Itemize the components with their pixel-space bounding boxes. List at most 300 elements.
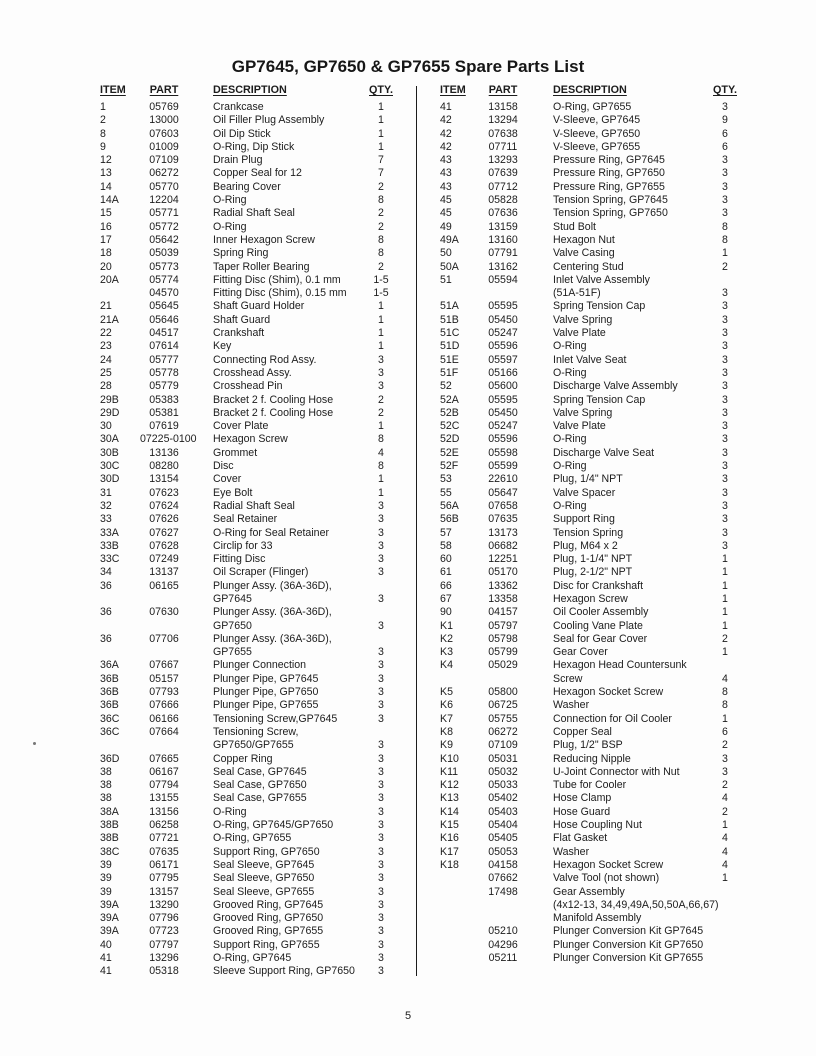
cell-description: Fitting Disc (Shim), 0.15 mm [213, 287, 347, 300]
cell-qty: 3 [722, 752, 728, 765]
cell-qty: 3 [722, 393, 728, 406]
cell-description: Hexagon Socket Screw [553, 858, 664, 871]
cell-qty: 3 [722, 327, 728, 340]
cell-description: Hexagon Head Countersunk [553, 659, 687, 672]
cell-part: 07666 [149, 699, 179, 712]
cell-part [140, 620, 213, 633]
cell-description: Plunger Pipe, GP7655 [213, 699, 319, 712]
cell-qty: 3 [722, 499, 728, 512]
cell-qty: 3 [378, 712, 384, 725]
cell-part: 07797 [149, 938, 179, 951]
cell-qty: 8 [378, 194, 384, 207]
cell-description: Seal Retainer [213, 513, 278, 526]
cell-part: 05596 [488, 433, 518, 446]
cell-item: 17 [100, 233, 112, 246]
cell-description: Grommet [213, 446, 258, 459]
cell-part: 05595 [488, 393, 518, 406]
cell-qty: 3 [378, 699, 384, 712]
cell-description: Seal Sleeve, GP7650 [213, 872, 315, 885]
cell-part: 07635 [488, 513, 518, 526]
cell-description: Washer [553, 845, 590, 858]
cell-item: K14 [440, 805, 459, 818]
cell-part: 05769 [149, 101, 179, 113]
cell-description: Pressure Ring, GP7650 [553, 167, 665, 180]
cell-description: Oil Dip Stick [213, 127, 271, 140]
cell-qty [700, 274, 750, 287]
cell-description: V-Sleeve, GP7645 [553, 114, 641, 127]
cell-description: Plunger Pipe, GP7645 [213, 672, 319, 685]
cell-part: 13136 [149, 446, 179, 459]
cell-part: 05450 [488, 406, 518, 419]
cell-part: 05828 [488, 194, 518, 207]
cell-qty: 3 [378, 539, 384, 552]
cell-qty: 3 [722, 446, 728, 459]
cell-description: Gear Cover [553, 646, 608, 659]
cell-description: Spring Ring [213, 247, 269, 260]
cell-qty [700, 899, 750, 912]
cell-description: O-Ring [553, 433, 587, 446]
cell-description: (4x12-13, 34,49,49A,50,50A,66,67) [553, 898, 719, 911]
cell-qty: 3 [378, 925, 384, 938]
cell-description: Support Ring, GP7655 [213, 938, 320, 951]
cell-part: 07614 [149, 340, 179, 353]
cell-part: 05777 [149, 353, 179, 366]
cell-description: Fitting Disc (Shim), 0.1 mm [213, 273, 341, 286]
cell-part [478, 912, 553, 925]
cell-description: Crosshead Pin [213, 380, 283, 393]
cell-item: 52A [440, 393, 459, 406]
cell-qty: 4 [722, 672, 728, 685]
cell-part: 04296 [488, 938, 518, 951]
cell-item: K8 [440, 725, 453, 738]
cell-item: 52D [440, 433, 460, 446]
cell-item [100, 593, 140, 606]
cell-description: O-Ring, GP7645 [213, 952, 292, 964]
cell-qty: 3 [378, 912, 384, 925]
cell-part: 12251 [488, 553, 518, 566]
cell-item [440, 872, 478, 885]
cell-item: 51 [440, 273, 452, 286]
cell-part: 05645 [149, 300, 179, 313]
cell-item: K10 [440, 752, 459, 765]
cell-item: 53 [440, 473, 452, 486]
cell-qty: 1 [378, 327, 384, 340]
cell-qty: 3 [722, 433, 728, 446]
cell-part: 05403 [488, 805, 518, 818]
cell-part: 05599 [488, 460, 518, 473]
cell-item: 42 [440, 114, 452, 127]
cell-qty: 2 [378, 393, 384, 406]
cell-description: Inner Hexagon Screw [213, 233, 315, 246]
cell-item: 36B [100, 699, 119, 712]
cell-item: 67 [440, 592, 452, 605]
cell-description: Cover [213, 473, 242, 486]
cell-description: Grooved Ring, GP7650 [213, 912, 324, 925]
cell-part: 08280 [149, 460, 179, 473]
cell-qty: 7 [378, 167, 384, 180]
cell-description: O-Ring [213, 194, 247, 207]
cell-description: Tube for Cooler [553, 779, 627, 792]
cell-description: Taper Roller Bearing [213, 260, 310, 273]
cell-part: 06258 [149, 819, 179, 832]
cell-qty: 8 [378, 247, 384, 260]
cell-part: 05770 [149, 180, 179, 193]
cell-description: Plunger Connection [213, 659, 307, 672]
cell-description: Support Ring [553, 513, 615, 526]
cell-item: K12 [440, 779, 459, 792]
cell-qty: 3 [722, 180, 728, 193]
cell-qty [366, 606, 396, 619]
cell-part: 05170 [488, 566, 518, 579]
cell-description: Plunger Assy. (36A-36D), [213, 632, 332, 645]
cell-item: 2 [100, 114, 106, 127]
cell-item: 21A [100, 313, 119, 326]
cell-description: Connection for Oil Cooler [553, 712, 672, 725]
cell-qty: 3 [378, 765, 384, 778]
cell-part: 07630 [149, 606, 179, 619]
cell-item: 20A [100, 273, 119, 286]
cell-item: 16 [100, 220, 112, 233]
cell-part: 07662 [488, 872, 518, 885]
cell-qty: 3 [722, 101, 728, 113]
cell-part: 07796 [149, 912, 179, 925]
cell-description: Crankshaft [213, 327, 265, 340]
cell-item: 42 [440, 127, 452, 140]
cell-qty: 1 [378, 101, 384, 113]
cell-description: V-Sleeve, GP7650 [553, 127, 641, 140]
cell-part: 05596 [488, 340, 518, 353]
cell-description: O-Ring, Dip Stick [213, 140, 295, 153]
cell-qty: 1 [378, 486, 384, 499]
cell-part: 07639 [488, 167, 518, 180]
cell-qty: 3 [722, 313, 728, 326]
cell-item: 39 [100, 872, 112, 885]
cell-qty: 3 [378, 965, 384, 978]
cell-description: Support Ring, GP7650 [213, 845, 320, 858]
cell-part: 05779 [149, 380, 179, 393]
cell-item: 8 [100, 127, 106, 140]
cell-part: 06167 [149, 765, 179, 778]
cell-qty: 3 [378, 353, 384, 366]
cell-part: 05383 [149, 393, 179, 406]
cell-description: Bracket 2 f. Cooling Hose [213, 393, 334, 406]
cell-part: 01009 [149, 140, 179, 153]
cell-qty: 3 [722, 207, 728, 220]
cell-qty: 1 [378, 313, 384, 326]
cell-part [140, 739, 213, 752]
cell-part: 05029 [488, 659, 518, 672]
cell-item: 40 [100, 938, 112, 951]
cell-item: 56B [440, 513, 459, 526]
cell-part: 07658 [488, 499, 518, 512]
cell-qty: 4 [722, 792, 728, 805]
cell-description: Radial Shaft Seal [213, 499, 295, 512]
cell-item: 32 [100, 499, 112, 512]
cell-description: Circlip for 33 [213, 539, 273, 552]
cell-description: Oil Filler Plug Assembly [213, 114, 325, 127]
cell-part: 13173 [488, 526, 518, 539]
cell-part [140, 646, 213, 659]
cell-description: Bearing Cover [213, 180, 281, 193]
cell-item: 42 [440, 140, 452, 153]
cell-item: 36B [100, 686, 119, 699]
cell-description: Hose Clamp [553, 792, 612, 805]
cell-qty: 3 [378, 832, 384, 845]
cell-item: 33C [100, 553, 120, 566]
cell-item: 21 [100, 300, 112, 313]
cell-description: Eye Bolt [213, 486, 253, 499]
cell-qty: 2 [378, 260, 384, 273]
cell-item: 52E [440, 446, 459, 459]
cell-part: 06272 [488, 725, 518, 738]
cell-qty: 8 [722, 220, 728, 233]
cell-part: 13155 [149, 792, 179, 805]
cell-part: 05381 [149, 406, 179, 419]
cell-qty: 3 [378, 553, 384, 566]
cell-item: 52 [440, 380, 452, 393]
cell-description: Plug, 1/2" BSP [553, 739, 623, 752]
cell-item [100, 620, 140, 633]
cell-part: 05166 [488, 366, 518, 379]
cell-description: Pressure Ring, GP7645 [553, 154, 665, 167]
cell-item: 43 [440, 154, 452, 167]
cell-part: 04517 [149, 327, 179, 340]
cell-item: 30A [100, 433, 119, 446]
cell-part [478, 287, 553, 300]
cell-description: Plunger Conversion Kit GP7650 [553, 938, 704, 951]
cell-item: 45 [440, 194, 452, 207]
cell-part: 05211 [488, 952, 518, 964]
cell-part: 05157 [149, 672, 179, 685]
col-header-item: ITEM [100, 84, 126, 96]
cell-item [440, 952, 478, 965]
cell-item: 33B [100, 539, 119, 552]
cell-qty: 8 [722, 699, 728, 712]
cell-description: Centering Stud [553, 260, 624, 273]
cell-item: 36C [100, 725, 120, 738]
cell-description: Plunger Pipe, GP7650 [213, 686, 319, 699]
cell-part: 04157 [488, 606, 518, 619]
cell-qty: 3 [722, 300, 728, 313]
cell-qty: 3 [378, 898, 384, 911]
cell-part: 05247 [488, 420, 518, 433]
cell-part: 05646 [149, 313, 179, 326]
cell-qty: 3 [378, 366, 384, 379]
cell-qty: 3 [722, 194, 728, 207]
cell-item: 50A [440, 260, 459, 273]
cell-item: 25 [100, 366, 112, 379]
cell-item: 41 [100, 952, 112, 964]
cell-qty: 3 [378, 566, 384, 579]
cell-qty: 3 [378, 858, 384, 871]
cell-item: 49 [440, 220, 452, 233]
cell-qty: 8 [378, 233, 384, 246]
cell-qty: 2 [722, 779, 728, 792]
cell-qty [700, 659, 750, 672]
cell-part: 13293 [488, 154, 518, 167]
cell-qty: 2 [378, 406, 384, 419]
cell-item: 15 [100, 207, 112, 220]
cell-item: 41 [100, 965, 112, 978]
cell-qty: 3 [378, 659, 384, 672]
cell-description: Screw [553, 672, 583, 685]
cell-qty: 1 [722, 606, 728, 619]
cell-item: 30C [100, 460, 120, 473]
cell-qty: 1 [722, 247, 728, 260]
cell-description: Hose Coupling Nut [553, 819, 642, 832]
cell-part: 13137 [149, 566, 179, 579]
cell-description: Tensioning Screw,GP7645 [213, 712, 338, 725]
cell-part: 13162 [488, 260, 518, 273]
cell-qty: 6 [722, 725, 728, 738]
cell-qty: 4 [722, 858, 728, 871]
cell-item: 38C [100, 845, 120, 858]
cell-part: 04158 [488, 858, 518, 871]
cell-item: 33A [100, 526, 119, 539]
cell-description: Plug, 1/4" NPT [553, 473, 623, 486]
cell-part: 12204 [149, 194, 179, 207]
cell-part [140, 593, 213, 606]
cell-description: GP7650 [213, 619, 252, 632]
cell-item: 36A [100, 659, 119, 672]
cell-item: 33 [100, 513, 112, 526]
cell-item: 36 [100, 632, 112, 645]
cell-item: K18 [440, 858, 459, 871]
cell-item: 14A [100, 194, 119, 207]
cell-part: 05597 [488, 353, 518, 366]
cell-item: K11 [440, 765, 459, 778]
cell-part: 07794 [149, 779, 179, 792]
cell-item: 51A [440, 300, 459, 313]
cell-item: 36 [100, 606, 112, 619]
cell-qty [700, 939, 750, 952]
cell-part: 07603 [149, 127, 179, 140]
cell-part: 07712 [488, 180, 518, 193]
cell-qty: 4 [722, 845, 728, 858]
cell-item [440, 673, 478, 686]
cell-part: 07627 [149, 526, 179, 539]
cell-qty: 1 [722, 592, 728, 605]
cell-item: K7 [440, 712, 453, 725]
cell-description: Seal for Gear Cover [553, 632, 648, 645]
cell-part: 07635 [149, 845, 179, 858]
cell-qty: 3 [378, 885, 384, 898]
cell-qty: 2 [722, 260, 728, 273]
cell-item: 14 [100, 180, 112, 193]
cell-qty: 3 [378, 938, 384, 951]
cell-description: Cover Plate [213, 420, 269, 433]
cell-description: Valve Spring [553, 406, 613, 419]
cell-part: 06272 [149, 167, 179, 180]
cell-qty: 8 [722, 686, 728, 699]
cell-description: Inlet Valve Seat [553, 353, 627, 366]
cell-qty: 2 [722, 632, 728, 645]
cell-item: 1 [100, 101, 106, 113]
cell-item: 52B [440, 406, 459, 419]
cell-item [100, 287, 140, 300]
cell-item: K5 [440, 686, 453, 699]
cell-description: Valve Casing [553, 247, 615, 260]
cell-qty: 2 [722, 739, 728, 752]
cell-item: 22 [100, 327, 112, 340]
cell-description: Plunger Assy. (36A-36D), [213, 606, 332, 619]
cell-qty: 3 [378, 819, 384, 832]
cell-part: 13296 [149, 952, 179, 964]
cell-part: 05318 [149, 965, 179, 978]
cell-item: 9 [100, 140, 106, 153]
cell-description: Grooved Ring, GP7645 [213, 898, 324, 911]
cell-part: 05405 [488, 832, 518, 845]
column-divider-line [416, 86, 417, 976]
cell-description: Valve Plate [553, 420, 606, 433]
cell-item: 38B [100, 819, 119, 832]
cell-qty: 3 [378, 513, 384, 526]
cell-part: 05797 [488, 619, 518, 632]
cell-description: Plug, 2-1/2" NPT [553, 566, 633, 579]
cell-qty: 3 [722, 539, 728, 552]
cell-item: 30B [100, 446, 119, 459]
col-header-item: ITEM [440, 84, 466, 96]
cell-part: 06171 [149, 858, 179, 871]
cell-description: Shaft Guard [213, 313, 271, 326]
cell-item [100, 739, 140, 752]
cell-qty: 1 [378, 300, 384, 313]
cell-item: 31 [100, 486, 112, 499]
cell-description: Washer [553, 699, 590, 712]
cell-part: 05773 [149, 260, 179, 273]
cell-part: 07109 [488, 739, 518, 752]
cell-part: 07665 [149, 752, 179, 765]
cell-description: Crankcase [213, 101, 264, 113]
cell-part: 05039 [149, 247, 179, 260]
cell-description: Connecting Rod Assy. [213, 353, 317, 366]
cell-description: Seal Case, GP7650 [213, 779, 307, 792]
cell-part: 07109 [149, 154, 179, 167]
cell-qty: 3 [378, 686, 384, 699]
cell-description: Manifold Assembly [553, 912, 642, 925]
cell-qty: 9 [722, 114, 728, 127]
cell-qty: 2 [378, 207, 384, 220]
cell-part: 07664 [149, 725, 179, 738]
cell-item: 24 [100, 353, 112, 366]
cell-part: 05799 [488, 646, 518, 659]
col-header-qty: QTY. [369, 84, 393, 96]
cell-description: Plunger Conversion Kit GP7645 [553, 925, 704, 938]
cell-qty: 3 [722, 380, 728, 393]
cell-item: 56A [440, 499, 459, 512]
cell-part: 07667 [149, 659, 179, 672]
cell-description: Spring Tension Cap [553, 300, 646, 313]
cell-part: 07225-0100 [140, 433, 197, 446]
cell-item: 39 [100, 858, 112, 871]
cell-qty: 1 [378, 473, 384, 486]
cell-part: 04570 [149, 287, 179, 300]
cell-description: Bracket 2 f. Cooling Hose [213, 406, 334, 419]
cell-description: Key [213, 340, 232, 353]
cell-qty: 1 [378, 140, 384, 153]
cell-item: 61 [440, 566, 452, 579]
cell-part: 05800 [488, 686, 518, 699]
cell-qty: 1 [722, 553, 728, 566]
cell-qty [700, 912, 750, 925]
cell-qty: 3 [378, 952, 384, 964]
cell-description: Hose Guard [553, 805, 611, 818]
cell-item [440, 899, 478, 912]
cell-item [440, 886, 478, 899]
cell-qty: 3 [722, 765, 728, 778]
cell-qty: 3 [378, 619, 384, 632]
cell-description: Oil Scraper (Flinger) [213, 566, 309, 579]
